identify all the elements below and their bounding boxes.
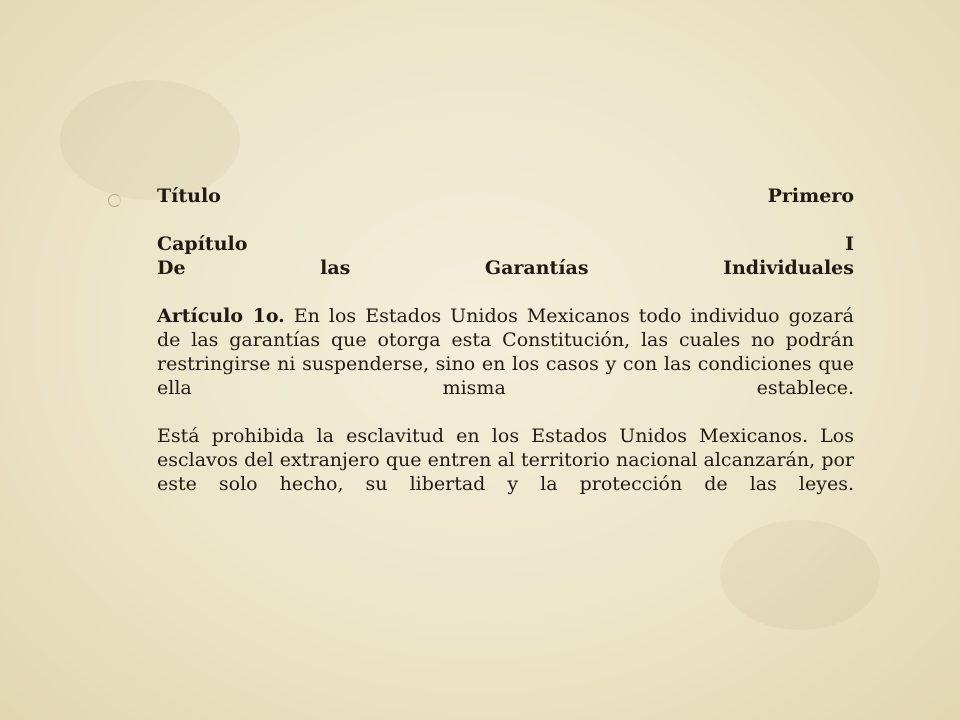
spacer [157, 400, 854, 424]
article-paragraph [157, 304, 854, 400]
slide-body [157, 184, 854, 496]
subtitle-word: las [320, 257, 351, 279]
chapter-line [157, 232, 854, 256]
article-text: En los Estados Unidos Mexicanos todo individuo gozará de las garantías que otorga esta Constitución, las cuales no podrán restringirse ni suspenderse, sino en los casos y con las condiciones que ella misma establece. [157, 305, 854, 399]
spacer [157, 208, 854, 232]
paper-texture [60, 80, 240, 200]
title-word: Primero [767, 185, 854, 207]
title-word: Título [157, 185, 221, 207]
subtitle-word: Garantías [484, 257, 589, 279]
slavery-text: Está prohibida la esclavitud en los Estados Unidos Mexicanos. Los esclavos del extranjero que entren al territorio nacional alcanzarán, por este solo hecho, su libertad y la protección de las leyes. [157, 425, 854, 495]
subtitle-word: Individuales [723, 257, 854, 279]
article-label: Artículo 1o. [157, 305, 285, 327]
paper-texture [720, 520, 880, 630]
spacer [157, 280, 854, 304]
subtitle-line [157, 256, 854, 280]
subtitle-word: De [157, 257, 186, 279]
chapter-word: Capítulo [157, 233, 248, 255]
title-line [157, 184, 854, 208]
bullet-icon [108, 194, 121, 207]
chapter-word: I [845, 233, 854, 255]
slavery-paragraph [157, 424, 854, 496]
